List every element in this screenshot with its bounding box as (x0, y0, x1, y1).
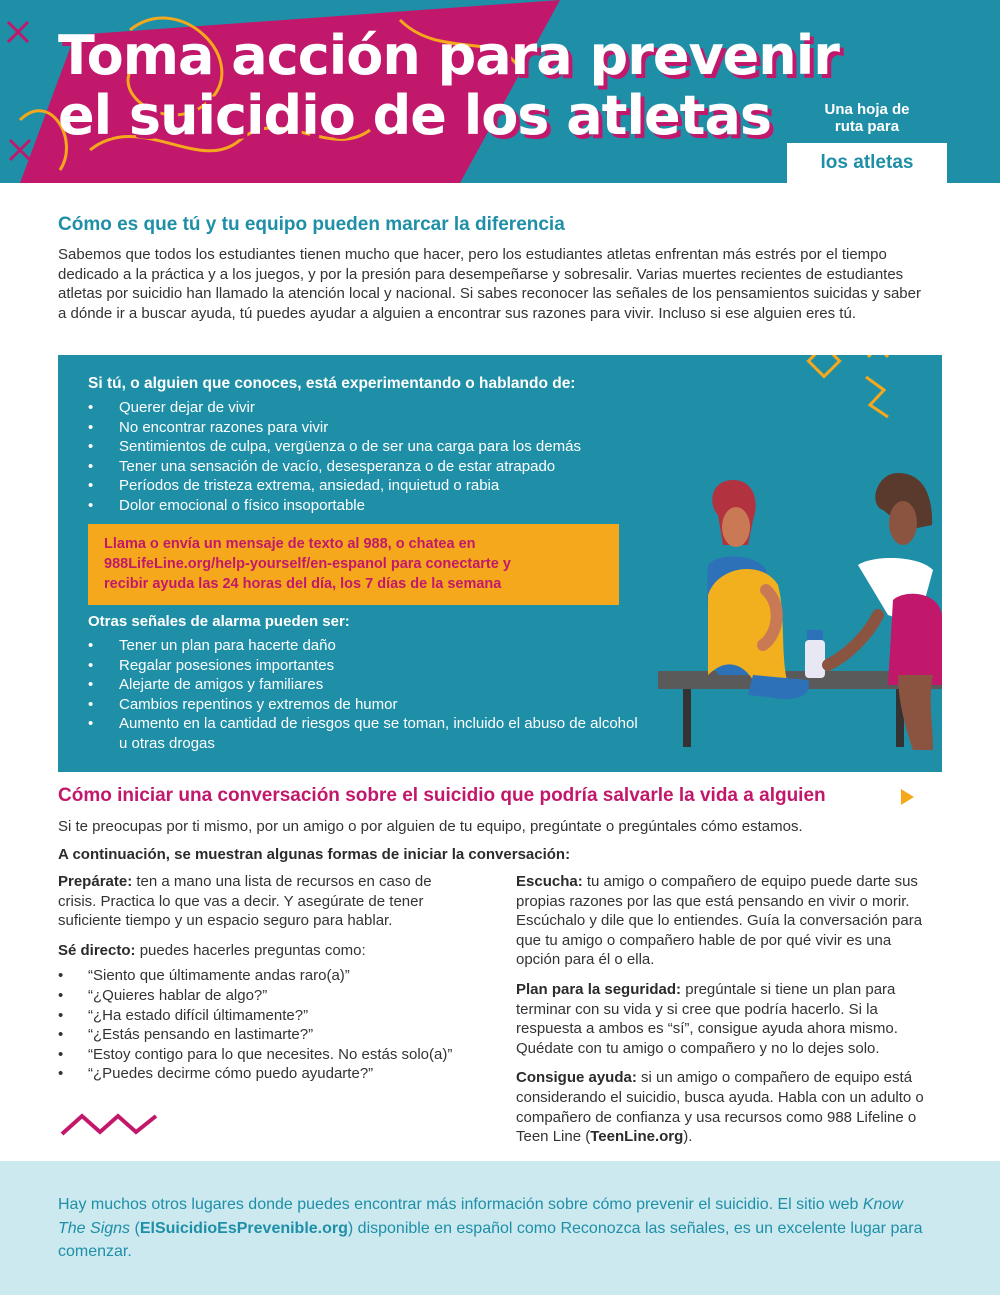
list-item: • Querer dejar de vivir (88, 398, 581, 418)
list-item: • “¿Estás pensando en lastimarte?” (58, 1025, 468, 1045)
listen-paragraph: Escucha: tu amigo o compañero de equipo puede darte sus propias razones por las que está pensando en vivir o morir. Escúchalo y dile que lo entiendes. Guía la conversación para que tu amigo o compañero hable de por qué vivir es una opción para él o ella. (516, 873, 923, 969)
list-item: • “¿Quieres hablar de algo?” (58, 986, 468, 1006)
prevenible-link[interactable]: ElSuicidioEsPrevenible.org (139, 1219, 348, 1237)
roadmap-label: Una hoja de ruta para (824, 101, 910, 135)
section1-heading: Cómo es que tú y tu equipo pueden marcar la diferencia (58, 214, 565, 235)
list-item: • Cambios repentinos y extremos de humor (88, 695, 648, 715)
list-item: • Aumento en la cantidad de riesgos que se toman, incluido el abuso de alcohol u otras drogas (88, 714, 648, 753)
left-column (58, 872, 468, 1084)
crisis-line-callout: Llama o envía un mensaje de texto al 988, o chatea en 988LifeLine.org/help-yourself/en-espanol para conectarte y recibir ayuda las 24 horas del día, los 7 días de la semana (88, 524, 619, 605)
list-item: • Tener una sensación de vacío, desesperanza o de estar atrapado (88, 457, 581, 477)
list-item: • “Estoy contigo para lo que necesites. No estás solo(a)” (58, 1045, 468, 1065)
prepare-paragraph: Prepárate: ten a mano una lista de recursos en caso de crisis. Practica lo que vas a decir. Y asegúrate de tener suficiente tiempo y un espacio seguro para hablar. (58, 873, 432, 930)
arrow-icon (901, 789, 914, 805)
list-item: • “¿Ha estado difícil últimamente?” (58, 1006, 468, 1026)
list-item: • Sentimientos de culpa, vergüenza o de ser una carga para los demás (88, 437, 581, 457)
header-banner (0, 0, 1000, 183)
warning-signs-box (58, 355, 942, 772)
right-column (516, 872, 936, 1157)
section1-intro: Sabemos que todos los estudiantes tienen mucho que hacer, pero los estudiantes atletas enfrentan más estrés por el tiempo dedicado a la práctica y a los juegos, y por la presión para desempeñarse y sobresalir. Varias muertes recientes de estudiantes atletas por suicidio han llamado la atención local y nacional. Si sabes reconocer las señales de los pensamientos suicidas y saber a dónde ir a buscar ayuda, tú puedes ayudar a alguien a encontrar sus razones para vivir. Incluso si ese alguien eres tú. (58, 246, 921, 323)
section2-intro: Si te preocupas por ti mismo, por un amigo o por alguien de tu equipo, pregúntate o pregúntales cómo estamos. (58, 818, 803, 835)
page-title: Toma acción para prevenir el suicidio de los atletas (58, 24, 839, 147)
list-item: • “Siento que últimamente andas raro(a)” (58, 966, 468, 986)
questions-list (58, 966, 468, 1084)
warning-heading: Si tú, o alguien que conoces, está experimentando o hablando de: (88, 375, 576, 392)
section2-heading: Cómo iniciar una conversación sobre el suicidio que podría salvarle la vida a alguien (58, 785, 826, 806)
help-paragraph: Consigue ayuda: si un amigo o compañero de equipo está considerando el suicidio, busca ayuda. Habla con un adulto o compañero de confianza y usa recursos como 988 Lifeline o Teen Line (TeenLine.org). (516, 1069, 924, 1146)
lifeline-link[interactable]: 988LifeLine.org/help-yourself/en-espanol para conectarte y (104, 556, 511, 572)
list-item: • Alejarte de amigos y familiares (88, 675, 648, 695)
other-signs-list (88, 636, 648, 754)
list-item: • Tener un plan para hacerte daño (88, 636, 648, 656)
ways-heading: A continuación, se muestran algunas formas de iniciar la conversación: (58, 846, 571, 863)
direct-paragraph: Sé directo: puedes hacerles preguntas como: (58, 941, 366, 959)
list-item: • No encontrar razones para vivir (88, 418, 581, 438)
warning-signs-list (88, 398, 581, 516)
list-item: • “¿Puedes decirme cómo puedo ayudarte?” (58, 1064, 468, 1084)
zigzag-decoration (60, 1110, 160, 1138)
athletes-illustration (648, 355, 942, 772)
safety-paragraph: Plan para la seguridad: pregúntale si tiene un plan para terminar con su vida y si cree que podría hacerlo. Si la respuesta a ambos es “sí”, consigue ayuda ahora mismo. Quédate con tu amigo o compañero y no lo dejes solo. (516, 980, 898, 1057)
list-item: • Regalar posesiones importantes (88, 656, 648, 676)
footer (0, 1161, 1000, 1295)
list-item: • Períodos de tristeza extrema, ansiedad, inquietud o rabia (88, 476, 581, 496)
list-item: • Dolor emocional o físico insoportable (88, 496, 581, 516)
teenline-link[interactable]: TeenLine.org (590, 1128, 684, 1146)
footer-text: Hay muchos otros lugares donde puedes encontrar más información sobre cómo prevenir el suicidio. El sitio web Know The Signs (ElSuicidioEsPrevenible.org) disponible en español como Reconozca las señales, es un excelente lugar para comenzar. (58, 1196, 923, 1260)
audience-tag: los atletas (787, 143, 947, 183)
other-signs-heading: Otras señales de alarma pueden ser: (88, 613, 350, 630)
